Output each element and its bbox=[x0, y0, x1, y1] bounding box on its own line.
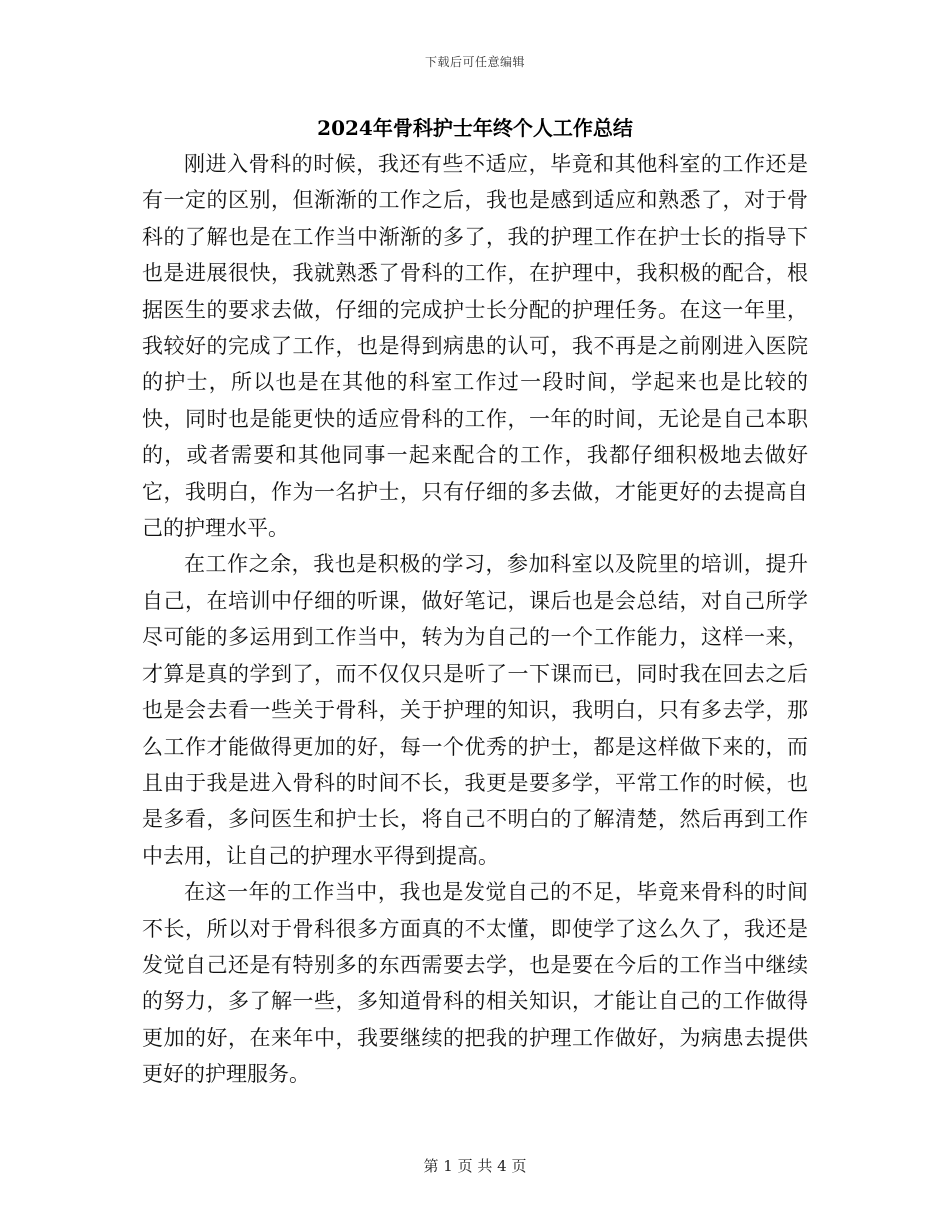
page-number: 第 1 页 共 4 页 bbox=[423, 1157, 527, 1175]
document-title: 2024年骨科护士年终个人工作总结 bbox=[317, 116, 633, 140]
paragraph-3: 在这一年的工作当中，我也是发觉自己的不足，毕竟来骨科的时间不长，所以对于骨科很多方面真的不太懂，即使学了这么久了，我还是发觉自己还是有特别多的东西需要去学，也是要在今后的工作当中继续的努力，多了解一些，多知道骨科的相关知识，才能让自己的工作做得更加的好，在来年中，我要继续的把我的护理工作做好，为病患去提供更好的护理服务。 bbox=[142, 880, 808, 1087]
header-note: 下载后可任意编辑 bbox=[424, 55, 525, 69]
document-body bbox=[142, 146, 808, 1093]
paragraph-1: 刚进入骨科的时候，我还有些不适应，毕竟和其他科室的工作还是有一定的区别，但渐渐的工作之后，我也是感到适应和熟悉了，对于骨科的了解也是在工作当中渐渐的多了，我的护理工作在护士长的指导下也是进展很快，我就熟悉了骨科的工作，在护理中，我积极的配合，根据医生的要求去做，仔细的完成护士长分配的护理任务。在这一年里，我较好的完成了工作，也是得到病患的认可，我不再是之前刚进入医院的护士，所以也是在其他的科室工作过一段时间，学起来也是比较的快，同时也是能更快的适应骨科的工作，一年的时间，无论是自己本职的，或者需要和其他同事一起来配合的工作，我都仔细积极地去做好它，我明白，作为一名护士，只有仔细的多去做，才能更好的去提高自己的护理水平。 bbox=[142, 152, 808, 541]
paragraph-2: 在工作之余，我也是积极的学习，参加科室以及院里的培训，提升自己，在培训中仔细的听课，做好笔记，课后也是会总结，对自己所学尽可能的多运用到工作当中，转为为自己的一个工作能力，这样一来，才算是真的学到了，而不仅仅只是听了一下课而已，同时我在回去之后也是会去看一些关于骨科，关于护理的知识，我明白，只有多去学，那么工作才能做得更加的好，每一个优秀的护士，都是这样做下来的，而且由于我是进入骨科的时间不长，我更是要多学，平常工作的时候，也是多看，多问医生和护士长，将自己不明白的了解清楚，然后再到工作中去用，让自己的护理水平得到提高。 bbox=[142, 552, 808, 868]
